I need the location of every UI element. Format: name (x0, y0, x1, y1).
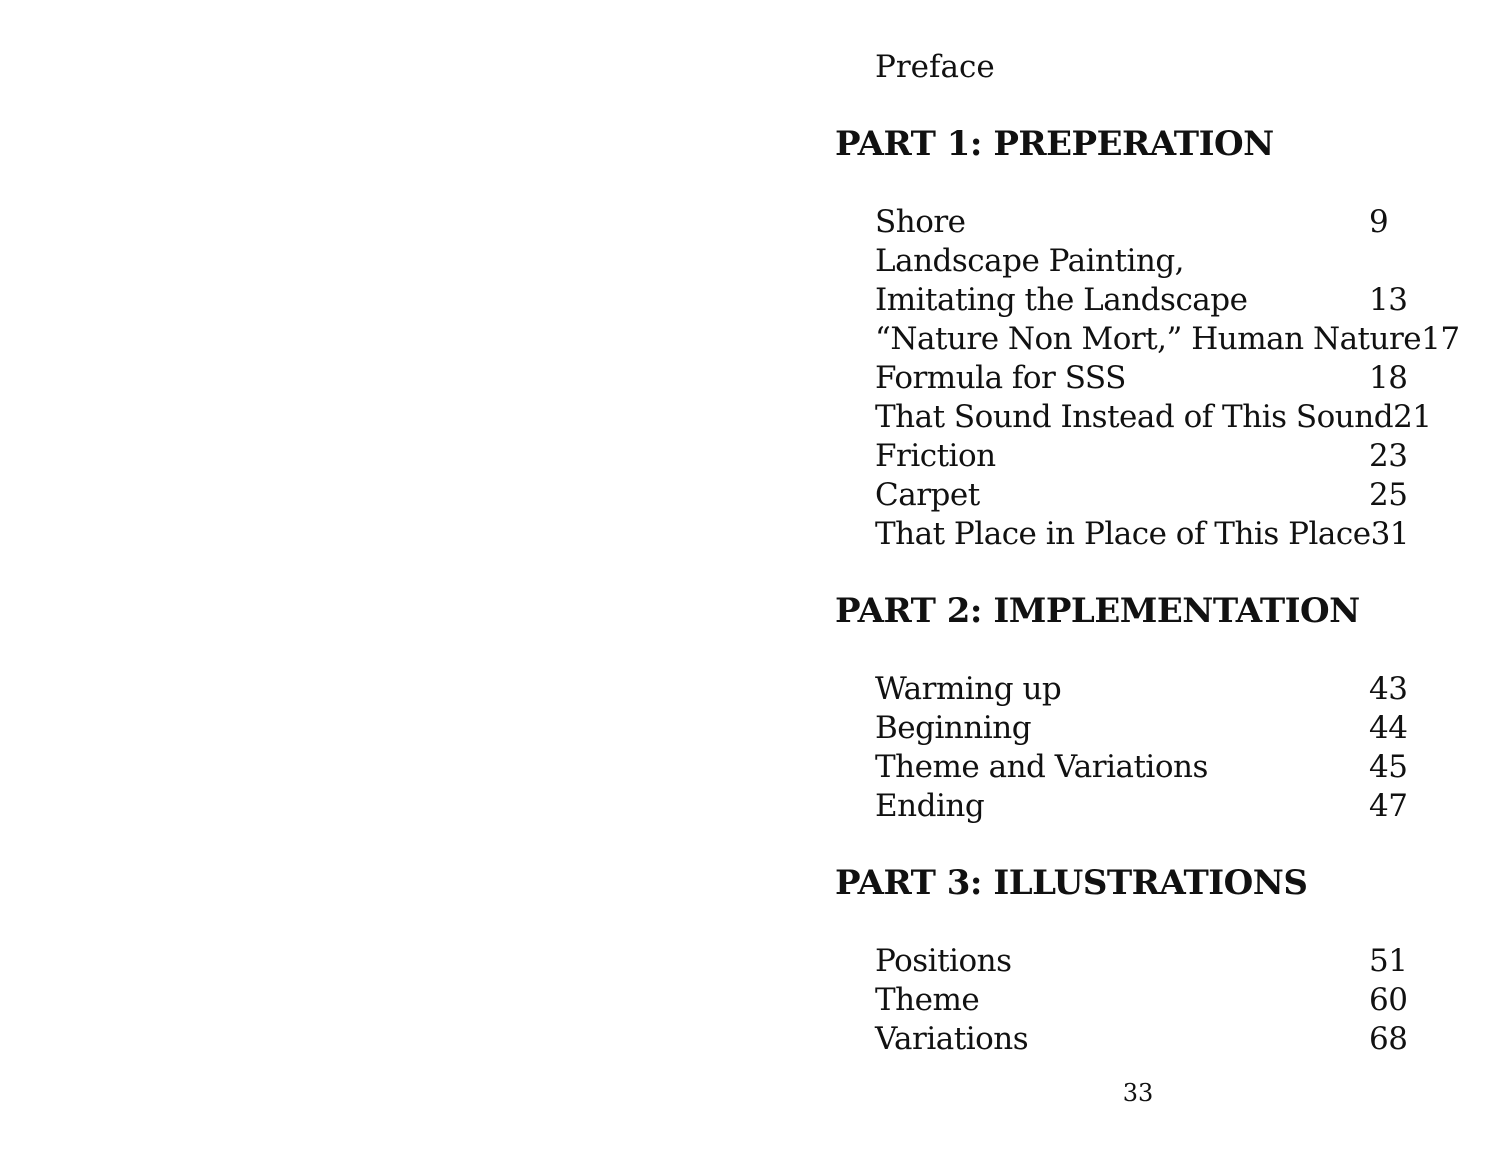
toc-entry-title: Carpet (875, 477, 980, 513)
toc-entry-page: 17 (1421, 321, 1460, 357)
toc-entry (835, 476, 1408, 515)
toc-entry (835, 1020, 1408, 1059)
toc-entry-page: 9 (1369, 204, 1389, 240)
toc-entry (835, 320, 1460, 359)
part-3-entries (835, 942, 1408, 1059)
right-page (755, 0, 1511, 1165)
toc-entry-title: That Sound Instead of This Sound (875, 399, 1394, 435)
toc-entry-page: 18 (1369, 360, 1408, 396)
toc-entry-page: 44 (1369, 710, 1408, 746)
part-heading: PART 2: IMPLEMENTATION (835, 591, 1360, 631)
toc-entry-title: Formula for SSS (875, 360, 1126, 396)
toc-entry-page: 23 (1369, 438, 1408, 474)
toc-entry-title: Friction (875, 438, 996, 474)
toc-entry (835, 981, 1408, 1020)
toc-entry (835, 242, 1405, 281)
toc-entry-title: Landscape Painting, (875, 243, 1185, 279)
toc-entry (835, 748, 1408, 787)
toc-entry (835, 670, 1408, 709)
part-heading: PART 3: ILLUSTRATIONS (835, 863, 1308, 903)
blank-left-page (0, 0, 755, 1165)
toc-entry-page: 47 (1369, 788, 1408, 824)
part-heading: PART 1: PREPERATION (835, 124, 1274, 164)
toc-entry (835, 398, 1432, 437)
part-2-entries (835, 670, 1408, 826)
toc-entry-title: Theme and Variations (875, 749, 1208, 785)
toc-entry-page: 25 (1369, 477, 1408, 513)
toc-entry-title: Beginning (875, 710, 1032, 746)
toc-entry-page: 51 (1369, 943, 1408, 979)
toc-entry-page: 13 (1369, 282, 1408, 318)
page-number: 33 (1122, 1079, 1154, 1107)
part-1-entries (835, 203, 1460, 554)
toc-entry-page: 68 (1369, 1021, 1408, 1057)
toc-entry-page: 45 (1369, 749, 1408, 785)
toc-entry (835, 515, 1410, 554)
toc-entry-title: Shore (875, 204, 966, 240)
toc-entry (835, 942, 1408, 981)
toc-entry (835, 787, 1408, 826)
toc-entry-title: Positions (875, 943, 1012, 979)
toc-entry (835, 203, 1405, 242)
toc-entry-title: Ending (875, 788, 985, 824)
toc-entry (835, 359, 1408, 398)
toc-entry (835, 281, 1408, 320)
toc-entry-page: 43 (1369, 671, 1408, 707)
toc-entry-page: 31 (1370, 516, 1410, 552)
toc-entry-title: That Place in Place of This Place (875, 516, 1371, 552)
toc-entry (835, 709, 1408, 748)
toc-entry-title: Imitating the Landscape (875, 282, 1248, 318)
toc-entry-title: “Nature Non Mort,” Human Nature (875, 321, 1422, 357)
toc-entry-page: 60 (1369, 982, 1408, 1018)
toc-entry-title: Variations (875, 1021, 1029, 1057)
toc-entry (835, 437, 1408, 476)
toc-entry-title: Theme (875, 982, 980, 1018)
toc-entry-page: 21 (1393, 399, 1432, 435)
toc-preface: Preface (875, 49, 995, 85)
toc-entry-title: Warming up (875, 671, 1062, 707)
table-of-contents (835, 48, 1460, 1059)
